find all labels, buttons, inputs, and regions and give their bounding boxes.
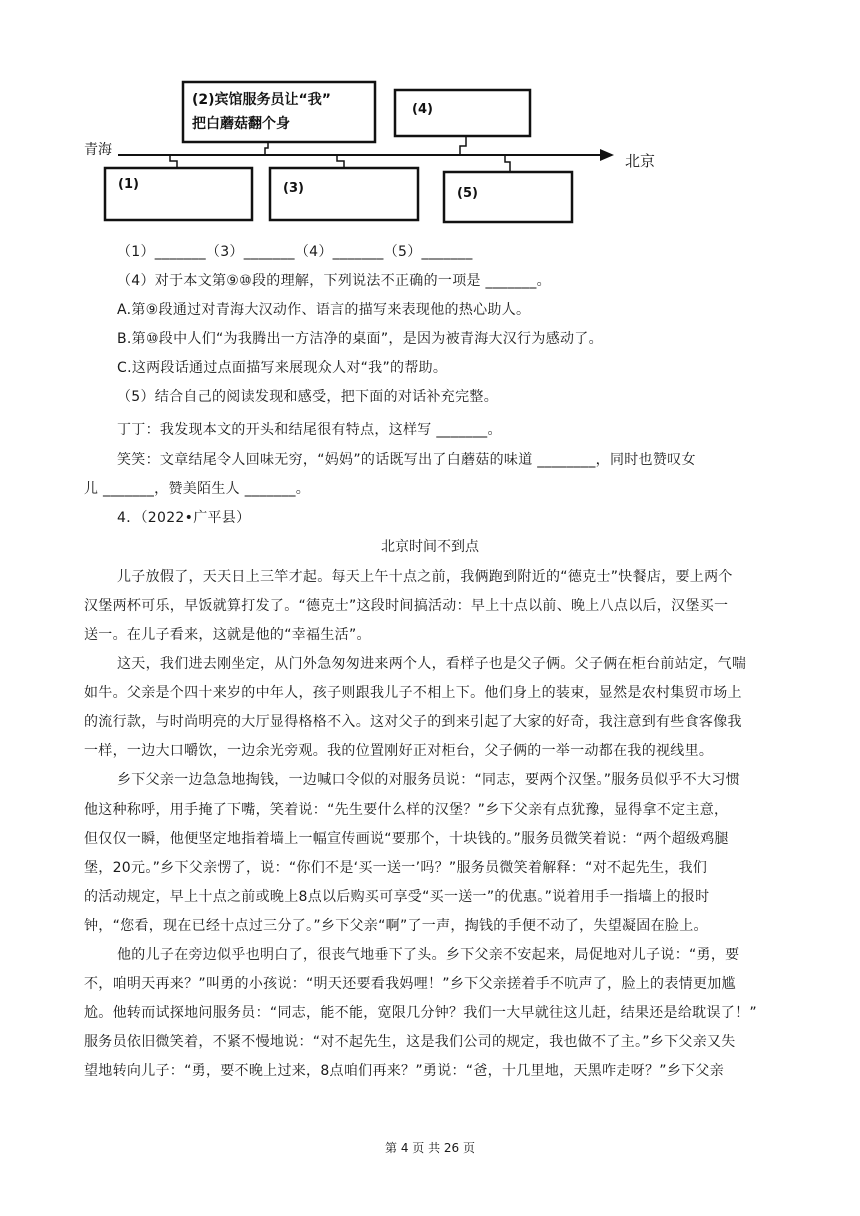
box-2 — [183, 82, 375, 142]
option-a: A.第⑨段通过对青海大汉动作、语言的描写来表现他的热心助人。 — [117, 302, 531, 318]
dialogue-xiaoxiao: 笑笑：文章结尾令人回味无穷，“妈妈”的话既写出了白蘑菇的味道 ________，同时也赞叹女 — [117, 452, 696, 468]
paragraph-line: 他这种称呼，用手掩了下嘴，笑着说：“先生要什么样的汉堡？”乡下父亲有点犹豫，显得拿不定主意， — [84, 802, 729, 818]
box-5-label: (5) — [457, 186, 478, 201]
box-2-line2: 把白蘑菇翻个身 — [192, 116, 290, 132]
paragraph-line: 汉堡两杯可乐，早饭就算打发了。“德克士”这段时间搞活动：早上十点以前、晚上八点以后，汉堡买一 — [84, 598, 729, 614]
route-diagram — [0, 0, 860, 240]
article-title: 北京时间不到点 — [381, 539, 479, 555]
paragraph-line: 不，咱明天再来？”叫勇的小孩说：“明天还要看我妈哩！”乡下父亲搓着手不吭声了，脸上的表情更加尴 — [84, 976, 736, 992]
paragraph-line: 的活动规定，早上十点之前或晚上8点以后购买可享受“买一送一”的优惠。”说着用手一指墙上的报时 — [84, 889, 710, 905]
paragraph-line: 如牛。父亲是个四十来岁的中年人，孩子则跟我儿子不相上下。他们身上的装束，显然是农村集贸市场上 — [84, 685, 742, 701]
box-5-connector — [505, 155, 510, 172]
paragraph-line: 尬。他转而试探地问服务员：“同志，能不能，宽限几分钟？我们一大早就往这儿赶，结果还是给耽误了！” — [84, 1005, 757, 1021]
paragraph-line: 望地转向儿子：“勇，要不晚上过来，8点咱们再来？”勇说：“爸，十几里地，天黑咋走呀？”乡下父亲 — [84, 1063, 725, 1079]
end-label: 北京 — [625, 152, 656, 170]
box-1-connector — [170, 155, 177, 168]
paragraph-line: 但仅仅一瞬，他便坚定地指着墙上一幅宣传画说“要那个，十块钱的。”服务员微笑着说：“两个超级鸡腿 — [84, 831, 729, 847]
paragraph-line: 乡下父亲一边急急地掏钱，一边喊口令似的对服务员说：“同志，要两个汉堡。”服务员似乎不大习惯 — [117, 772, 741, 788]
option-b: B.第⑩段中人们“为我腾出一方洁净的桌面”，是因为被青海大汉行为感动了。 — [117, 331, 603, 347]
paragraph-line: 他的儿子在旁边似乎也明白了，很丧气地垂下了头。乡下父亲不安起来，局促地对儿子说：“勇，要 — [117, 947, 740, 963]
question-4: （4）对于本文第⑨⑩段的理解，下列说法不正确的一项是 _______。 — [117, 273, 551, 289]
start-label: 青海 — [84, 142, 112, 158]
box-4-label: (4) — [412, 102, 433, 117]
answer-blanks-line: （1）_______（3）_______（4）_______（5）_______ — [117, 244, 473, 260]
dialogue-dingding: 丁丁：我发现本文的开头和结尾很有特点，这样写 _______。 — [117, 422, 502, 438]
paragraph-line: 一样，一边大口嚼饮，一边余光旁观。我的位置刚好正对柜台，父子俩的一举一动都在我的视线里。 — [84, 743, 714, 759]
question-5: （5）结合自己的阅读发现和感受，把下面的对话补充完整。 — [117, 389, 499, 405]
box-2-connector — [265, 142, 268, 155]
box-3-label: (3) — [283, 181, 304, 196]
question-number-4: 4．（2022•广平县） — [117, 510, 251, 526]
box-4-connector — [460, 136, 466, 155]
paragraph-line: 钟，“您看，现在已经十点过三分了。”乡下父亲“啊”了一声，掏钱的手便不动了，失望凝固在脸上。 — [84, 918, 708, 934]
dialogue-xiaoxiao-cont: 儿 _______，赞美陌生人 _______。 — [84, 481, 311, 497]
paragraph-line: 服务员依旧微笑着，不紧不慢地说：“对不起先生，这是我们公司的规定，我也做不了主。”乡下父亲又失 — [84, 1034, 736, 1050]
paragraph-line: 堡，20元。”乡下父亲愣了，说：“你们不是‘买一送一’吗？”服务员微笑着解释：“对不起先生，我们 — [84, 860, 708, 876]
paragraph-line: 这天，我们进去刚坐定，从门外急匆匆进来两个人，看样子也是父子俩。父子俩在柜台前站定，气喘 — [117, 656, 747, 672]
box-1 — [105, 168, 252, 220]
box-2-line1: (2)宾馆服务员让“我” — [192, 92, 331, 108]
option-c: C.这两段话通过点面描写来展现众人对“我”的帮助。 — [117, 360, 448, 376]
box-1-label: (1) — [118, 177, 139, 192]
route-arrowhead — [600, 149, 614, 161]
box-3-connector — [337, 155, 344, 168]
paragraph-line: 送一。在儿子看来，这就是他的“幸福生活”。 — [84, 627, 371, 643]
page-footer: 第 4 页 共 26 页 — [385, 1141, 475, 1155]
paragraph-line: 儿子放假了，天天日上三竿才起。每天上午十点之前，我俩跑到附近的“德克士”快餐店，要上两个 — [117, 569, 733, 585]
paragraph-line: 的流行款，与时尚明亮的大厅显得格格不入。这对父子的到来引起了大家的好奇，我注意到有些食客像我 — [84, 714, 742, 730]
